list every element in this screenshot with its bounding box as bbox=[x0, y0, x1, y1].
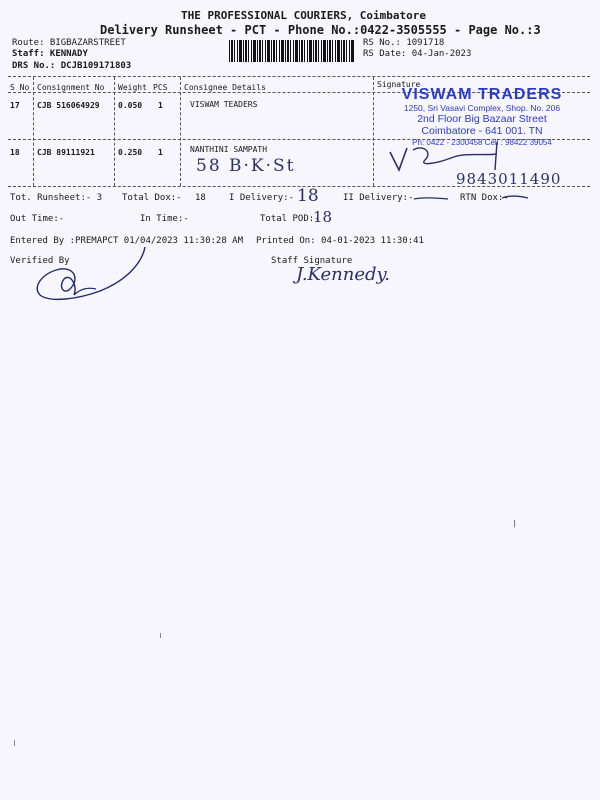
scan-speck bbox=[160, 633, 161, 638]
total-dox-value: 18 bbox=[195, 193, 206, 203]
row-18-weight: 0.250 bbox=[118, 148, 143, 157]
out-time-label: Out Time:- bbox=[10, 214, 65, 224]
printed-on: Printed On: 04-01-2023 11:30:41 bbox=[256, 236, 424, 246]
scan-speck bbox=[514, 520, 515, 527]
ii-delivery-label: II Delivery:- bbox=[343, 193, 414, 203]
row-17-consignment: CJB 516064929 bbox=[37, 101, 100, 110]
col-header-signature: Signature bbox=[377, 80, 421, 89]
stamp-address-2: 2nd Floor Big Bazaar Street bbox=[417, 113, 547, 125]
drs-number: DRS No.: DCJB109171803 bbox=[12, 61, 132, 71]
total-dox-label: Total Dox:- bbox=[122, 193, 182, 203]
scan-speck bbox=[14, 740, 15, 746]
handwritten-phone: 9843011490 bbox=[456, 170, 562, 188]
col-header-sno: S No bbox=[10, 83, 30, 92]
total-pod-handwritten: 18 bbox=[313, 208, 333, 226]
runsheet-title: Delivery Runsheet - PCT - Phone No.:0422-3505555 - Page No.:3 bbox=[100, 23, 541, 37]
verifier-signature bbox=[30, 243, 160, 305]
rtn-dox-dash bbox=[500, 192, 530, 202]
col-header-consignment: Consignment No bbox=[37, 83, 105, 92]
col-header-pcs: PCS bbox=[153, 83, 168, 92]
staff-label: Staff: KENNADY bbox=[12, 49, 88, 59]
col-divider bbox=[33, 77, 34, 186]
verified-by-label: Verified By bbox=[10, 256, 70, 266]
ii-delivery-dash bbox=[412, 193, 452, 203]
row-18-sno: 18 bbox=[10, 148, 20, 157]
entered-by: Entered By :PREMAPCT 01/04/2023 11:30:28 AM bbox=[10, 236, 243, 246]
row-17-sno: 17 bbox=[10, 101, 20, 110]
table-top-rule bbox=[8, 76, 590, 77]
row-18-consignee: NANTHINI SAMPATH bbox=[190, 145, 268, 154]
total-runsheet: Tot. Runsheet:- 3 bbox=[10, 193, 103, 203]
company-title: THE PROFESSIONAL COURIERS, Coimbatore bbox=[181, 9, 427, 22]
row-17-consignee: VISWAM TEADERS bbox=[190, 100, 258, 109]
row-18-handwritten-address: 58 B·K·St bbox=[196, 156, 296, 176]
stamp-address-1: 1250, Sri Vasavi Complex, Shop. No. 206 bbox=[403, 103, 561, 113]
stamp-address-3: Coimbatore - 641 001. TN bbox=[421, 125, 543, 137]
row-17-pcs: 1 bbox=[158, 101, 163, 110]
row-18-consignment: CJB 89111921 bbox=[37, 148, 95, 157]
col-header-weight: Weight bbox=[118, 83, 147, 92]
barcode bbox=[229, 40, 355, 62]
row-18-pcs: 1 bbox=[158, 148, 163, 157]
row-17-weight: 0.050 bbox=[118, 101, 143, 110]
col-divider bbox=[114, 77, 115, 186]
col-divider bbox=[180, 77, 181, 186]
stamp-name: VISWAM TRADERS bbox=[401, 86, 563, 103]
rs-number: RS No.: 1091718 bbox=[363, 38, 445, 48]
stamp-phone: Ph: 0422 - 2300458 Cell : 98422 39054 bbox=[412, 138, 552, 147]
route-label: Route: BIGBAZARSTREET bbox=[12, 38, 126, 48]
col-header-consignee: Consignee Details bbox=[184, 83, 266, 92]
staff-signature-label: Staff Signature bbox=[271, 256, 353, 266]
rs-date: RS Date: 04-Jan-2023 bbox=[363, 49, 472, 59]
i-delivery-label: I Delivery:- bbox=[229, 193, 295, 203]
staff-signature-handwritten: J.Kennedy. bbox=[296, 264, 391, 285]
col-divider bbox=[373, 77, 374, 186]
rtn-dox-label: RTN Dox:- bbox=[460, 193, 509, 203]
in-time-label: In Time:- bbox=[140, 214, 189, 224]
company-stamp bbox=[377, 87, 587, 148]
total-pod-label: Total POD:- bbox=[260, 214, 320, 224]
i-delivery-handwritten: 18 bbox=[297, 186, 319, 206]
